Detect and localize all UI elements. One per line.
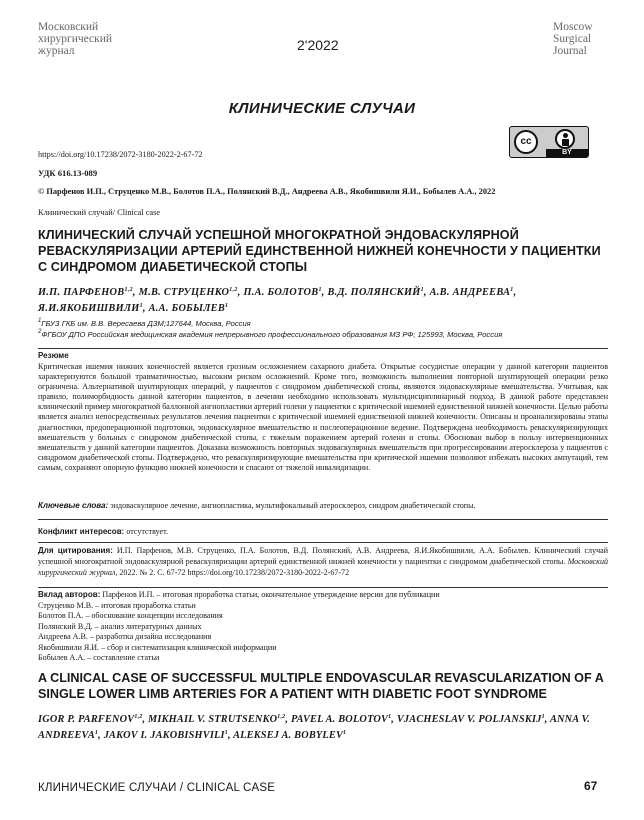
page-number: 67: [584, 779, 598, 793]
journal-ru-line: журнал: [38, 45, 75, 57]
affiliation: [38, 329, 502, 340]
journal-logo-en: [553, 21, 593, 57]
affiliation-num: 1: [38, 318, 42, 324]
affiliation-text: ФГБОУ ДПО Российская медицинская академия непрерывного профессионального образования МЗ РФ; 125993, Москва, Россия: [41, 330, 503, 339]
affiliation-num: 2: [38, 329, 42, 335]
author-affil-sup: 1: [139, 302, 143, 309]
author-name: ANNA V. ANDREEVA: [38, 714, 591, 741]
contributions-label: Вклад авторов:: [38, 590, 101, 599]
by-label: BY: [546, 149, 588, 157]
author-contributions: [38, 587, 608, 664]
article-title-ru: КЛИНИЧЕСКИЙ СЛУЧАЙ УСПЕШНОЙ МНОГОКРАТНОЙ ЭНДОВАСКУЛЯРНОЙ РЕВАСКУЛЯРИЗАЦИИ АРТЕРИЙ ЕДИНСТВЕННОЙ НИЖНЕЙ КОНЕЧНОСТИ У ПАЦИЕНТКИ С СИНДРОМОМ ДИАБЕТИЧЕСКОЙ СТОПЫ: [38, 228, 601, 274]
journal-en-line: Surgical: [553, 33, 592, 45]
contribution-item: Парфенов И.П. – итоговая проработка статьи, окончательное утверждение версии для публикации: [102, 590, 440, 599]
contribution-item: Якобишвили Я.И. – сбор и систематизация клинической информации: [38, 642, 277, 652]
author-affil-sup: 1: [420, 287, 424, 293]
section-title: КЛИНИЧЕСКИЕ СЛУЧАИ: [228, 100, 416, 117]
author-affil-sup: 1: [388, 714, 392, 720]
author-name: М.В. СТРУЦЕНКО: [138, 287, 230, 298]
footer-section-name: КЛИНИЧЕСКИЕ СЛУЧАИ / CLINICAL CASE: [38, 782, 276, 794]
cc-by-license-badge[interactable]: [509, 126, 589, 158]
journal-en-line: Journal: [553, 45, 587, 57]
author-affil-sup: 1,2: [229, 287, 238, 293]
author-name: VJACHESLAV V. POLJANSKIJ: [396, 714, 542, 725]
author-name: А.В. АНДРЕЕВА: [429, 287, 511, 298]
author-affil-sup: 1: [94, 729, 99, 736]
author-affil-sup: 1,2: [134, 714, 143, 720]
article-type: Клинический случай/ Clinical case: [38, 208, 161, 217]
author-affil-sup: 1,2: [124, 287, 133, 293]
author-name: IGOR P. PARFENOV: [38, 714, 135, 725]
affiliation-text: ГБУЗ ГКБ им. В.В. Вересаева ДЗМ;127644, Москва, Россия: [41, 319, 251, 328]
author-affil-sup: 1: [510, 287, 514, 293]
author-name: PAVEL A. BOLOTOV: [290, 714, 389, 725]
udk-code: УДК 616.13-089: [38, 168, 98, 178]
author-name: JAKOV I. JAKOBISHVILI: [103, 729, 225, 741]
keywords-label: Ключевые слова:: [38, 501, 109, 510]
conflict-label: Конфликт интересов:: [38, 527, 125, 536]
citation-text: И.П. Парфенов, М.В. Струценко, П.А. Болотов, В.Д. Полянский, А.В. Андреева, Я.И.Якобишвили, А.А. Бобылев. Клинический случай успешной многократной эндоваскулярной реваскуляризации артерий единственной нижней конечности у пациентки с синдромом диабетической стопы.: [38, 546, 609, 566]
journal-ru-line: хирургический: [38, 33, 113, 45]
journal-en-line: Moscow: [553, 21, 593, 33]
keywords-text: эндоваскулярное лечение, ангиопластика, мультифокальный атеросклероз, синдром диабетической стопы.: [110, 501, 476, 510]
author-name: А.А. БОБЫЛЕВ: [148, 302, 225, 314]
keywords: [38, 500, 608, 511]
abstract-text: Критическая ишемия нижних конечностей является грозным осложнением сахарного диабета. Открытые сосудистые операции у данной категории пациентов характеризуются большой травматичностью, высоким риском осложнений. Кроме того, возможность выполнения повторной шунтирующей операции резко ограничена. Альтернативой шунтирующих операций, у пациентов с синдромом диабетической стопы, являются эндоваскулярные вмешательства. Учитывая, как правило, полиморбидность данной категории пациентов, в лечении необходимо использовать мультидисциплинарный подход. В данной работе представлен клинический пример многократной баллонной ангиопластики артерий голени у пациентки с критической ишемией единственной нижней конечности. Целью работы является анализ непосредственных результатов лечения пациентки с критической ишемией единственной нижней конечности. Описаны и проанализированы этапы диагностики, предоперационной подготовки, эндоваскулярное вмешательство и послеоперационное ведение. Подтверждена необходимость реваскуляризирующих вмешательств у больных с синдромом диабетической стопы, с тяжелым поражением артерий голени и стопы. Обоснован выбор в пользу интервенционных вмешательств у данной категории пациентов. Доказана возможность повторных эндоваскулярных вмешательств при прогрессировании атеросклероза у пациентов с синдромом диабетической стопы. Подтверждено, что реваскуляризирующие вмешательства при критической ишемии позволяют избежать высоких ампутаций, тем самым, сохраняют опорную функцию нижней конечности и спасают от тяжелой инвалидизации.: [38, 362, 608, 472]
author-affil-sup: 1: [541, 714, 545, 720]
copyright-line: © Парфенов И.П., Струценко М.В., Болотов П.А., Полянский В.Д., Андреева А.В., Якобишвили Я.И., Бобылев А.А., 2022: [38, 187, 496, 196]
conflict-of-interest: [38, 519, 608, 537]
affiliation: [38, 318, 251, 329]
author-name: И.П. ПАРФЕНОВ: [38, 287, 125, 298]
journal-logo-ru: [38, 21, 112, 57]
author-list-en: IGOR P. PARFENOV$^{1,2}$, MIKHAIL V. STRUTSENKO$^{1,2}$, PAVEL A. BOLOTOV$^1$, VJACHESLAV V. POLJANSKIJ$^1$, ANNA V. ANDREEVA$^1$, JAKOV I. JAKOBISHVILI$^1$, ALEKSEJ A. BOBYLEV$^1$: [38, 714, 591, 741]
author-affil-sup: 1: [225, 302, 229, 309]
author-list-ru: И.П. ПАРФЕНОВ$^{1,2}$, М.В. СТРУЦЕНКО$^{1,2}$, П.А. БОЛОТОВ$^1$, В.Д. ПОЛЯНСКИЙ$^1$, А.В. АНДРЕЕВА$^1$, Я.И.ЯКОБИШВИЛИ$^1$, А.А. БОБЫЛЕВ$^1$: [38, 287, 517, 314]
author-name: Я.И.ЯКОБИШВИЛИ: [38, 302, 140, 314]
author-name: MIKHAIL V. STRUTSENKO: [148, 714, 278, 725]
conflict-text: отсутствует.: [126, 527, 169, 536]
issue-number: 2'2022: [297, 37, 339, 53]
author-affil-sup: 1: [224, 729, 228, 736]
citation-tail: , 2022. № 2. С. 67-72 https://doi.org/10.17238/2072-3180-2022-2-67-72: [115, 568, 350, 577]
author-affil-sup: 1: [343, 729, 347, 736]
author-name: П.А. БОЛОТОВ: [243, 287, 319, 298]
contribution-item: Болотов П.А. – обоснование концепции исследования: [38, 611, 223, 620]
doi-link[interactable]: https://doi.org/10.17238/2072-3180-2022-2-67-72: [38, 150, 203, 159]
article-title-en: A CLINICAL CASE OF SUCCESSFUL MULTIPLE ENDOVASCULAR REVASCULARIZATION OF A SINGLE LOWER LIMB ARTERIES FOR A PATIENT WITH DIABETIC FOOT SYNDROME: [38, 671, 604, 701]
contribution-item: Струценко М.В. – итоговая проработка статьи: [38, 600, 196, 610]
journal-ru-line: Московский: [38, 21, 99, 33]
author-name: ALEKSEJ A. BOBYLEV: [233, 729, 344, 741]
author-affil-sup: 1,2: [277, 714, 286, 720]
abstract-heading: Резюме: [38, 351, 69, 360]
citation-label: Для цитирования:: [38, 546, 113, 555]
contribution-item: Бобылев А.А. – составление статьи: [38, 653, 160, 662]
abstract: [38, 348, 608, 473]
attribution-person-icon: [555, 129, 575, 149]
author-affil-sup: 1: [318, 287, 322, 293]
contribution-item: Полянский В.Д. – анализ литературных данных: [38, 621, 202, 631]
cc-icon: cc: [514, 130, 538, 154]
author-name: В.Д. ПОЛЯНСКИЙ: [327, 287, 421, 298]
citation: [38, 542, 608, 578]
contribution-item: Андреева А.В. – разработка дизайна исследования: [38, 632, 212, 641]
citation-journal: Московский хирургический журнал: [38, 557, 608, 577]
